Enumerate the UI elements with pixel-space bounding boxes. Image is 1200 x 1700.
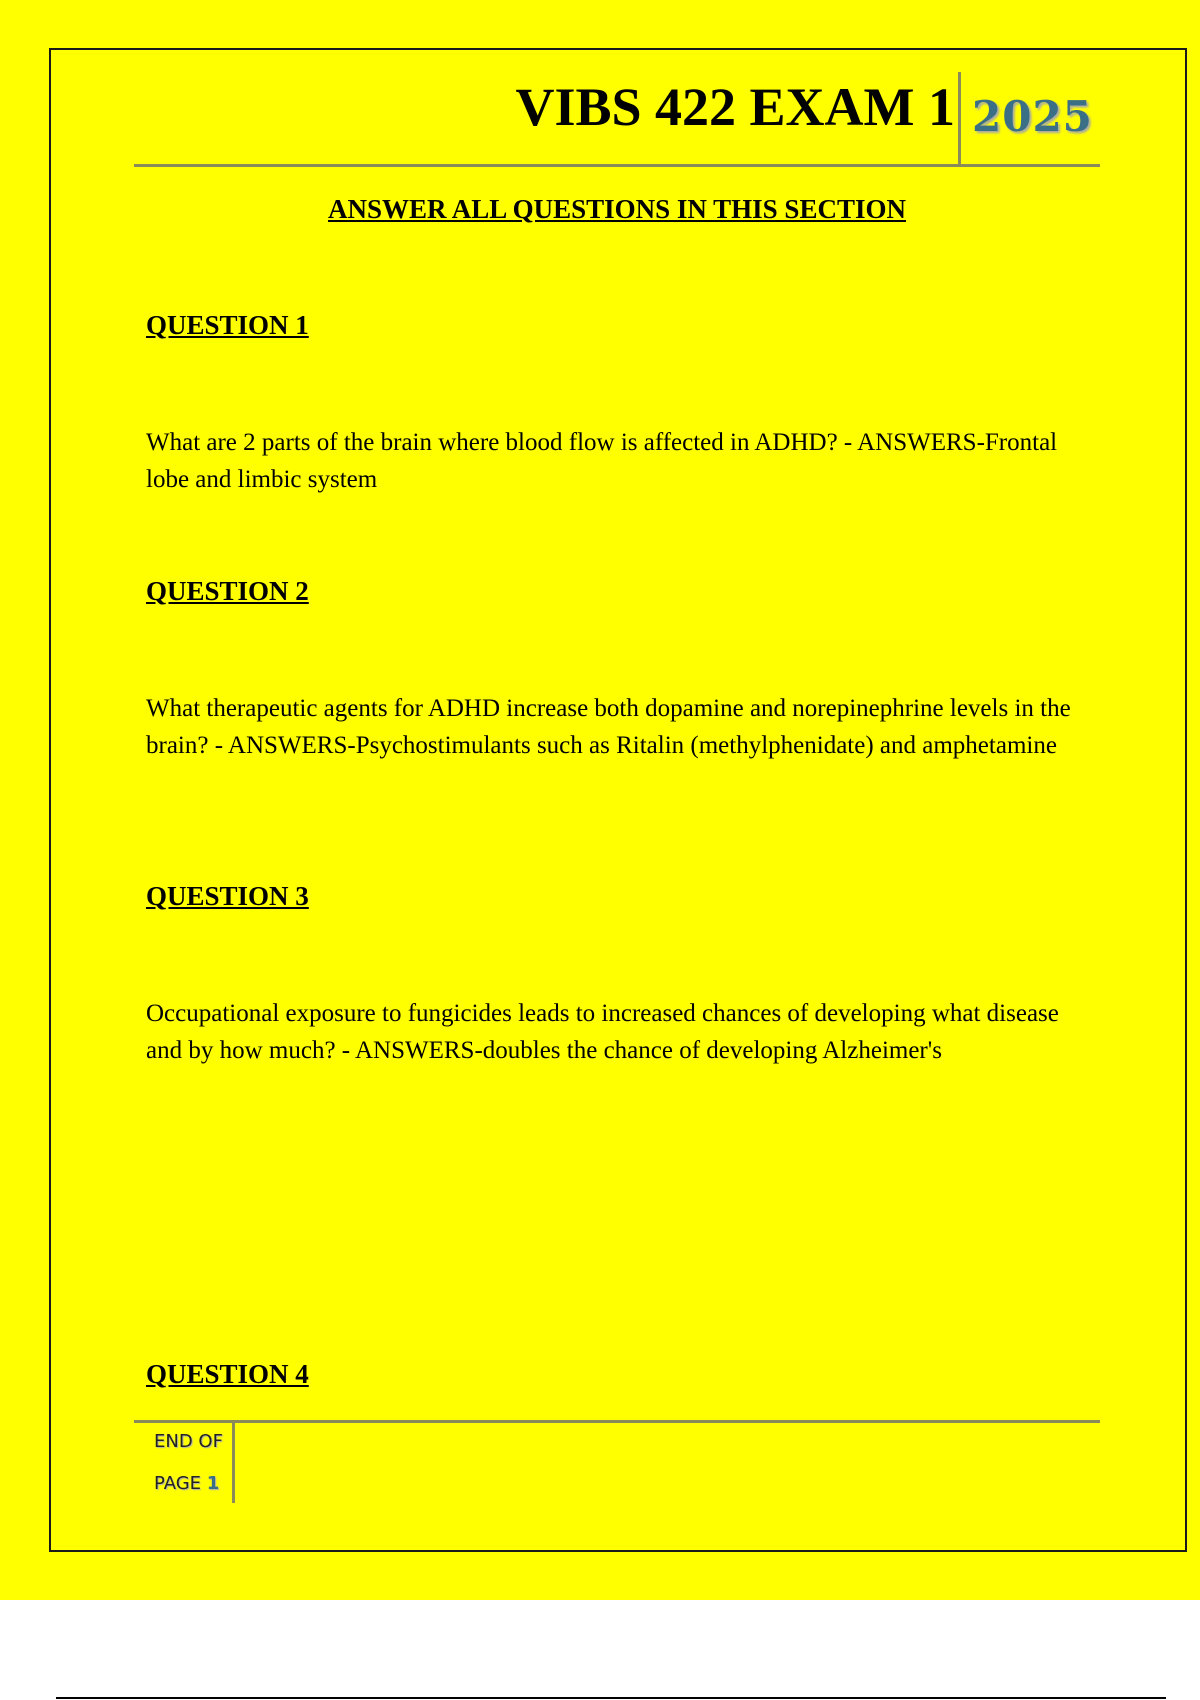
footer-page-label [154, 1473, 219, 1494]
footer-end-label: END OF [154, 1431, 223, 1452]
footer-page-number: 1 [206, 1473, 220, 1494]
page-border [49, 48, 1187, 1552]
page-header [134, 70, 1100, 167]
exam-year: 2025 [972, 92, 1093, 141]
exam-title: VIBS 422 EXAM 1 [515, 77, 955, 137]
question-3-label: QUESTION 3 [146, 881, 309, 911]
question-1-text: What are 2 parts of the brain where blood flow is affected in ADHD? - ANSWERS-Frontal lobe and limbic system [146, 429, 1058, 493]
page-footer [134, 1420, 1100, 1503]
question-1-label: QUESTION 1 [146, 310, 309, 340]
question-4-label: QUESTION 4 [146, 1359, 309, 1389]
section-heading: ANSWER ALL QUESTIONS IN THIS SECTION [328, 194, 906, 224]
question-2-label: QUESTION 2 [146, 576, 309, 606]
bottom-rule [56, 1697, 1166, 1699]
question-3-text: Occupational exposure to fungicides leads to increased chances of developing what disease and by how much? - ANSWERS-doubles the chance of developing Alzheimer's [146, 1000, 1059, 1064]
question-2-text: What therapeutic agents for ADHD increase both dopamine and norepinephrine levels in the brain? - ANSWERS-Psychostimulants such as Ritalin (methylphenidate) and amphetamine [146, 695, 1071, 759]
footer-divider [232, 1423, 235, 1503]
header-divider [958, 72, 961, 164]
footer-page-word: PAGE [154, 1473, 202, 1494]
